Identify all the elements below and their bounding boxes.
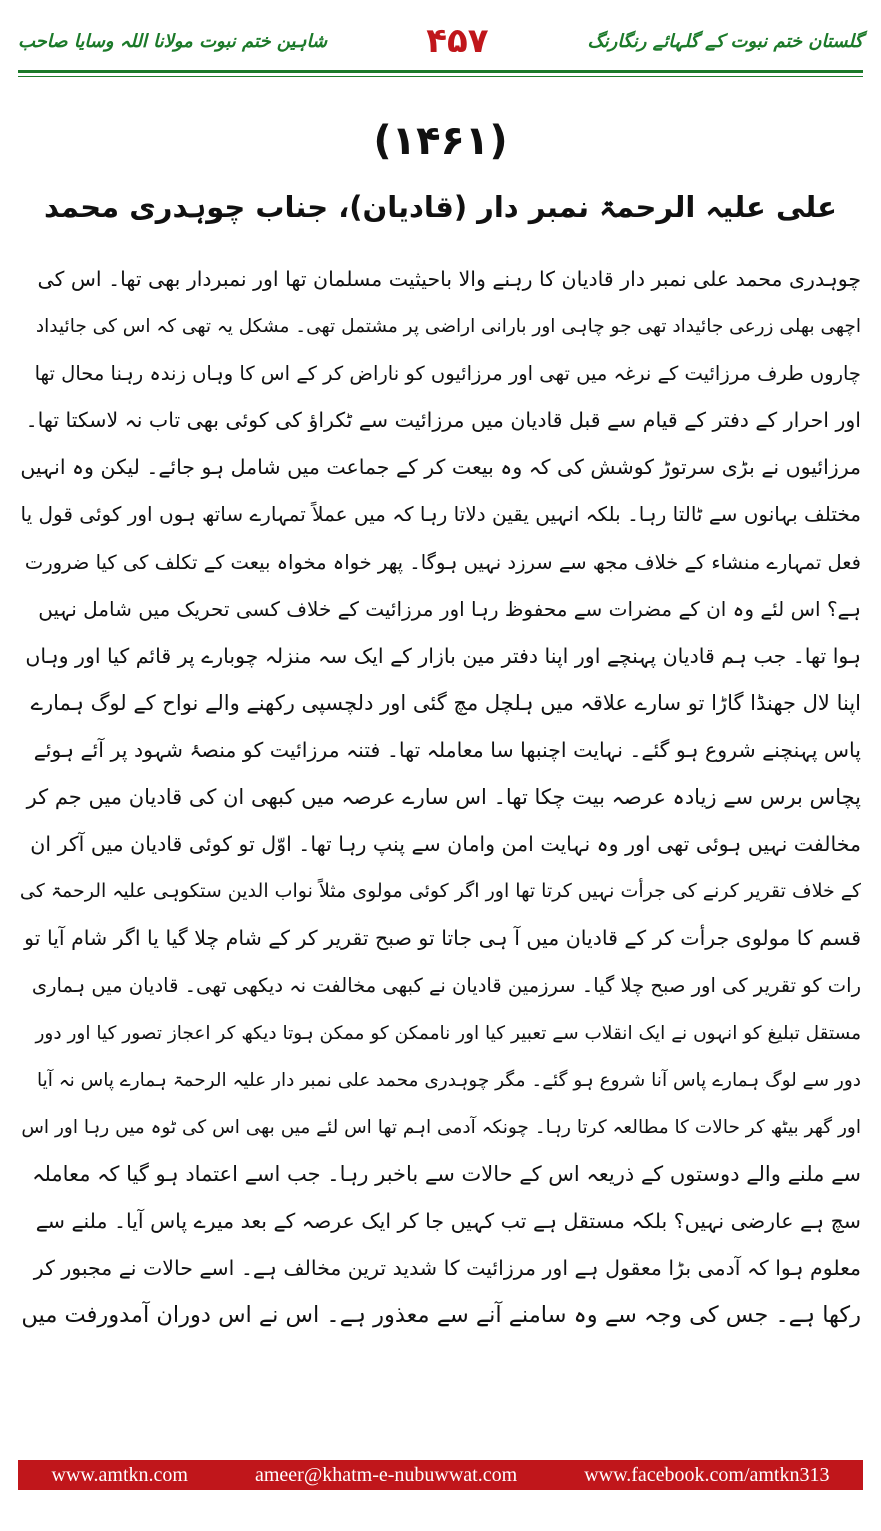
body-line: مستقل تبلیغ کو انہوں نے ایک انقلاب سے تعبیر کیا اور ناممکن کو ممکن ہوتا دیکھ کر اعجاز تصور کیا اور دور bbox=[35, 1022, 861, 1044]
body-line: سے ملنے والے دوستوں کے ذریعہ اس کے حالات سے باخبر رہا۔ جب اسے اعتماد ہو گیا کہ معاملہ bbox=[32, 1161, 861, 1186]
body-line: اور احرار کے دفتر کے قیام سے قبل قادیان میں مرزائیت سے ٹکراؤ کی کوئی بھی تاب نہ لاسکتا تھا۔ bbox=[25, 408, 861, 433]
body-line: کے خلاف تقریر کرنے کی جرأت نہیں کرتا تھا اور اگر کوئی مولوی مثلاً نواب الدین ستکوہی علیہ الرحمۃ کی bbox=[20, 880, 861, 903]
body-line: مرزائیوں نے بڑی سرتوڑ کوشش کی کہ وہ بیعت کر کے جماعت میں شامل ہو جائے۔ لیکن وہ انہیں bbox=[20, 455, 861, 480]
body-line: دور سے لوگ ہمارے پاس آنا شروع ہو گئے۔ مگر چوہدری محمد علی نمبر دار علیہ الرحمۃ ہمارے پاس نہ آیا bbox=[36, 1069, 861, 1091]
body-line: ہے؟ اس لئے وہ ان کے مضرات سے محفوظ رہا اور مرزائیت کے خلاف کسی تحریک میں شامل نہیں bbox=[38, 596, 861, 621]
body-line: مخالفت نہیں ہوئی تھی اور وہ نہایت امن وامان سے پنپ رہا تھا۔ اوّل تو کوئی قادیان میں آکر ان bbox=[30, 832, 861, 857]
body-line: مختلف بہانوں سے ٹالتا رہا۔ بلکہ انہیں یقین دلاتا رہا کہ میں عملاً تمہارے ساتھ ہوں اور کوئی قول یا bbox=[20, 502, 861, 527]
body-line: فعل تمہارے منشاء کے خلاف مجھ سے سرزد نہیں ہوگا۔ پھر خواہ مخواہ بیعت کے تکلف کی کیا ضرورت bbox=[24, 550, 861, 574]
body-line: اچھی بھلی زرعی جائیداد تھی جو چاہی اور بارانی اراضی پر مشتمل تھی۔ مشکل یہ تھی کہ اس کی جائیداد bbox=[35, 316, 861, 338]
page-footer bbox=[18, 1460, 863, 1490]
page-header bbox=[18, 10, 863, 72]
body-text bbox=[20, 256, 861, 1453]
header-divider bbox=[18, 70, 863, 77]
body-line: رکھا ہے۔ جس کی وجہ سے وہ سامنے آنے سے معذور ہے۔ اس نے اس دوران آمدورفت میں bbox=[21, 1302, 861, 1329]
body-line: معلوم ہوا کہ آدمی بڑا معقول ہے اور مرزائیت کا شدید ترین مخالف ہے۔ اسے حالات نے مجبور کر bbox=[33, 1255, 861, 1280]
footer-website-link[interactable]: www.amtkn.com bbox=[51, 1463, 188, 1486]
body-line: سچ ہے عارضی نہیں؟ بلکہ مستقل ہے تب کہیں جا کر ایک عرصہ کے بعد میرے پاس آیا۔ ملنے سے bbox=[35, 1208, 861, 1233]
body-line: اپنا لال جھنڈا گاڑا تو سارے علاقہ میں ہلچل مچ گئی اور دلچسپی رکھنے والے نواح کے لوگ ہمارے bbox=[30, 690, 861, 715]
body-line: پاس پہنچنے شروع ہو گئے۔ نہایت اچنبھا سا معاملہ تھا۔ فتنہ مرزائیت کو منصۂ شہود پر آئے ہوئے bbox=[33, 737, 861, 762]
header-book-title: گلستان ختم نبوت کے گلہائے رنگارنگ bbox=[587, 30, 863, 52]
body-line: چوہدری محمد علی نمبر دار قادیان کا رہنے والا باحیثیت مسلمان تھا اور نمبردار بھی تھا۔ اس کی bbox=[37, 267, 861, 291]
footer-email-link[interactable]: ameer@khatm-e-nubuwwat.com bbox=[254, 1463, 518, 1486]
body-line: ہوا تھا۔ جب ہم قادیان پہنچے اور اپنا دفتر مین بازار کے ایک سہ منزلہ چوبارے پر قائم کیا اور وہاں bbox=[25, 643, 861, 668]
header-author: شاہین ختم نبوت مولانا اللہ وسایا صاحب bbox=[18, 30, 328, 52]
body-line: رات کو تقریر کی اور صبح چلا گیا۔ سرزمین قادیان نے کبھی مخالفت نہ دیکھی تھی۔ قادیان میں ہماری bbox=[31, 974, 861, 998]
entry-number: (۱۴۶۱) bbox=[373, 118, 508, 164]
body-line: اور گھر بیٹھ کر حالات کا مطالعہ کرتا رہا۔ چونکہ آدمی اہم تھا اس لئے میں بھی اس کی ٹوہ میں رہا اور اس bbox=[21, 1116, 861, 1138]
body-line: قسم کا مولوی جرأت کر کے قادیان میں آ ہی جاتا تو صبح تقریر کر کے شام چلا گیا یا اگر شام آیا تو bbox=[24, 926, 861, 951]
footer-facebook-link[interactable]: www.facebook.com/amtkn313 bbox=[584, 1463, 830, 1486]
body-line: چاروں طرف مرزائیت کے نرغہ میں تھی اور مرزائیوں کو ناراض کر کے اس کا وہاں زندہ رہنا محال تھا bbox=[34, 362, 861, 386]
entry-title: علی علیہ الرحمۃ نمبر دار (قادیان)، جناب چوہدری محمد bbox=[44, 190, 837, 224]
page-number: ۴۵۷ bbox=[426, 21, 489, 61]
body-line: پچاس برس سے زیادہ عرصہ بیت چکا تھا۔ اس سارے عرصہ میں کبھی ان کی قادیان میں جم کر bbox=[26, 785, 861, 810]
